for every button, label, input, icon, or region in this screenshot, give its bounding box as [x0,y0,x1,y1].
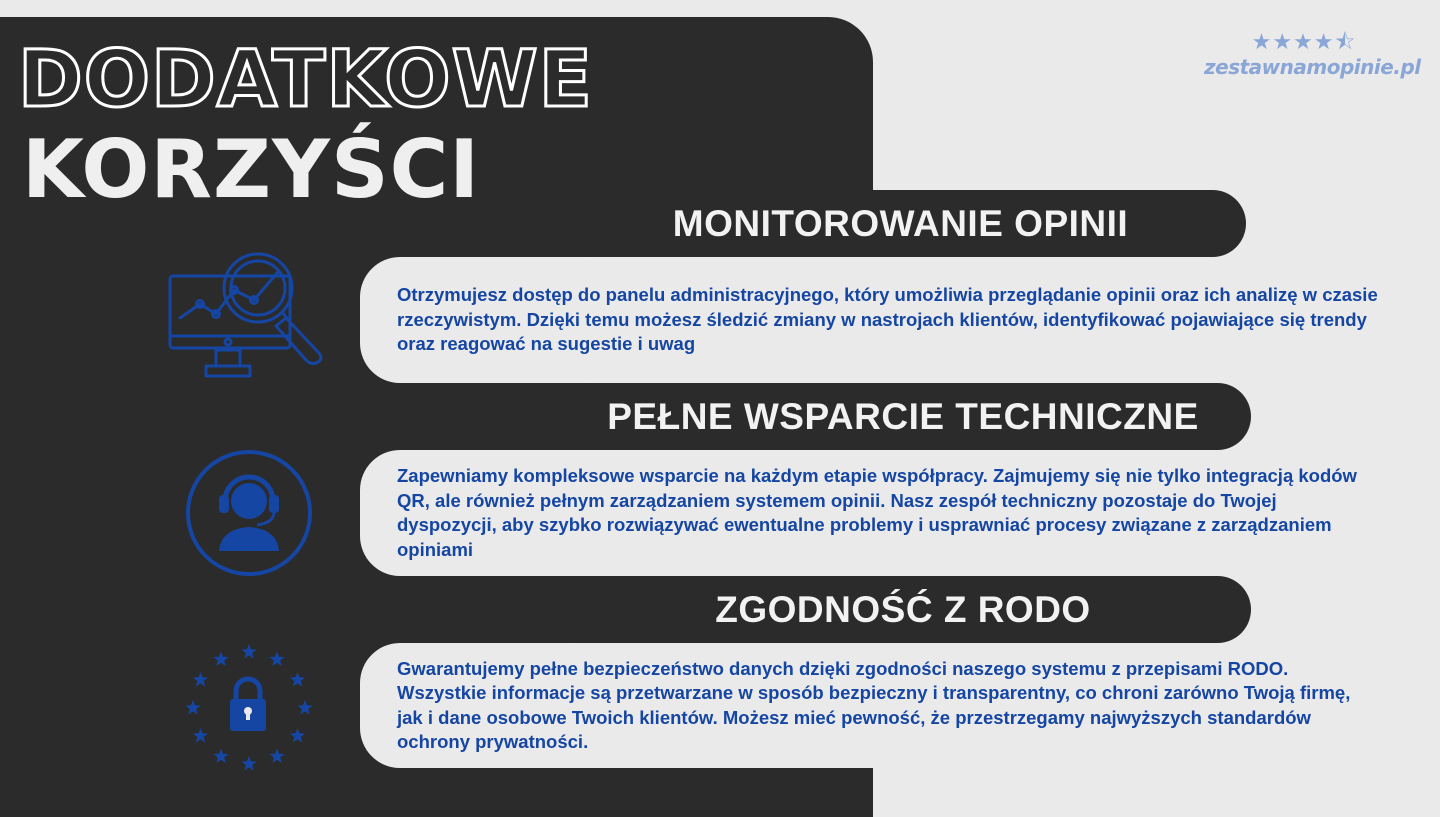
eu-star-icon [185,700,200,714]
section-heading-monitoring: MONITOROWANIE OPINII [555,190,1246,257]
eu-star-icon [213,652,228,666]
brand-logo-text: zestawnamopinie.pl [1204,55,1421,79]
support-agent-icon [185,449,313,582]
section-text-rodo: Gwarantujemy pełne bezpieczeństwo danych dzięki zgodności naszego systemu z przepisami RODO. Wszystkie informacje są przetwarzane w sposób bezpieczny i transparentny, co chroni zarówno Twoją firmę, jak i dane osobowe Twoich klientów. Możesz mieć pewność, że przestrzegamy najwyższych standardów ochrony prywatności. [397,657,1351,752]
eu-star-icon [297,700,312,714]
rating-stars-icon: ★★★★⯪ [1251,29,1357,54]
section-heading-support: PEŁNE WSPARCIE TECHNICZNE [555,383,1251,450]
eu-star-icon [241,644,256,658]
eu-star-icon [193,672,208,686]
monitor-analytics-icon [166,252,331,389]
section-card-rodo [360,643,1420,768]
brand-logo [1204,29,1421,80]
section-card-support [360,450,1420,576]
eu-star-icon [241,756,256,770]
section-text-monitoring: Otrzymujesz dostęp do panelu administracyjnego, który umożliwia przeglądanie opinii oraz ich analizę w czasie rzeczywistym. Dzięki temu możesz śledzić zmiany w nastrojach klientów, identyfikować pojawiające się trendy oraz reagować na sugestie i uwag [397,284,1378,355]
eu-lock-icon [182,641,316,780]
section-text-support: Zapewniamy kompleksowe wsparcie na każdym etapie współpracy. Zajmujemy się nie tylko integracją kodów QR, ale również pełnym zarządzaniem systemem opinii. Nasz zespół techniczny pozostaje do Twojej dyspozycji, aby szybko rozwiązywać ewentualne problemy i usprawniać procesy związane z zarządzaniem opiniami [397,465,1357,560]
eu-star-icon [213,749,228,763]
eu-star-icon [290,728,305,742]
section-heading-rodo: ZGODNOŚĆ Z RODO [555,576,1251,643]
title-outline-line: DODATKOWE [18,35,593,125]
section-card-monitoring [360,257,1420,383]
eu-star-icon [269,749,284,763]
eu-star-icon [269,652,284,666]
title-solid-line: KORZYŚCI [22,123,481,216]
eu-star-icon [193,728,208,742]
eu-star-icon [290,672,305,686]
